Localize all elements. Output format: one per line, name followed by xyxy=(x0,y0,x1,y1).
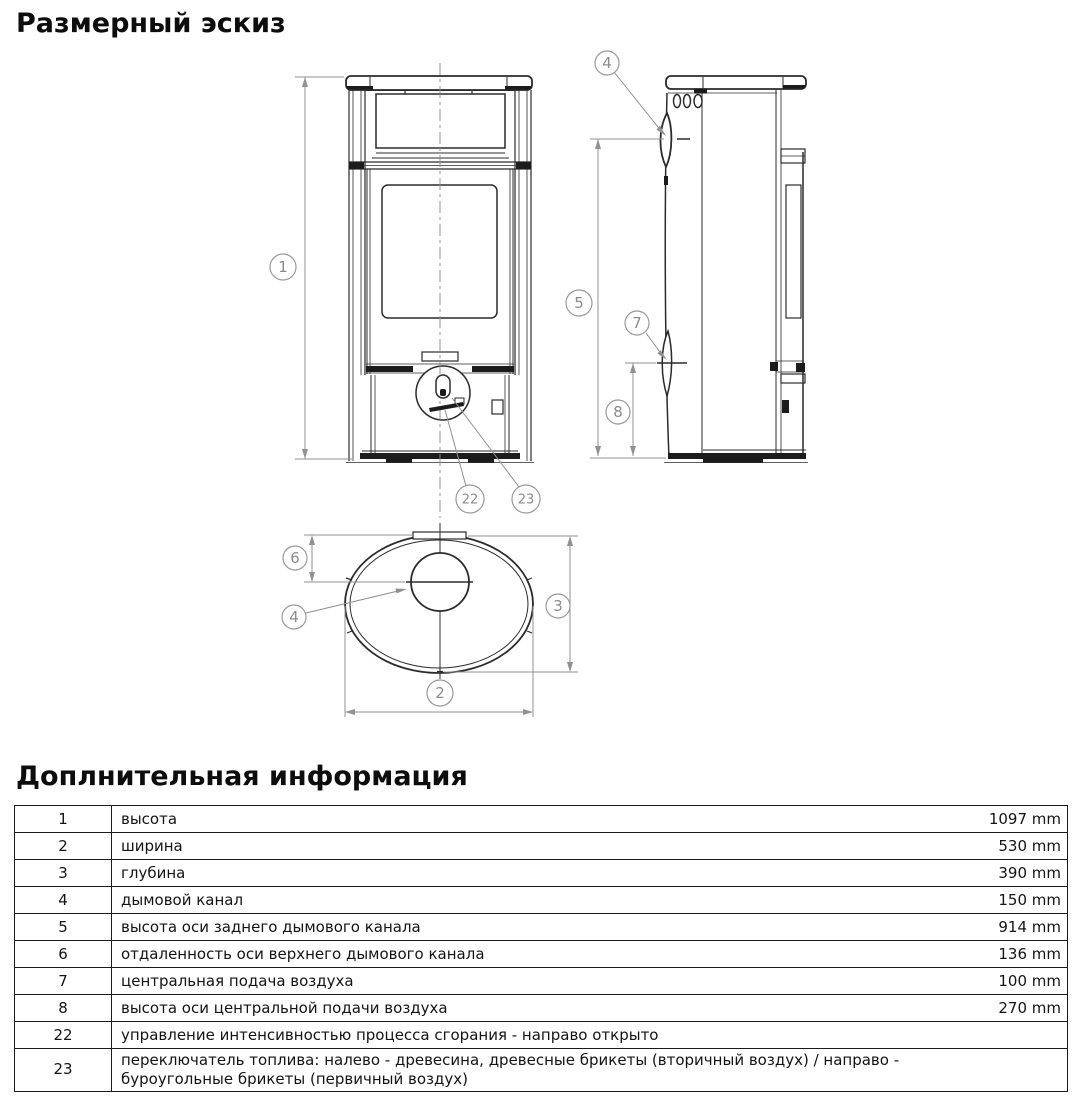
row-label: дымовой канал xyxy=(112,887,938,914)
row-label: управление интенсивностью процесса сгорания - направо открыто xyxy=(112,1022,938,1049)
side-view xyxy=(566,51,808,463)
callout-4-side xyxy=(595,51,666,136)
callout-22 xyxy=(456,485,484,513)
table-row xyxy=(15,860,1068,887)
row-value: 530 mm xyxy=(937,833,1068,860)
page-title: Размерный эскиз xyxy=(16,8,286,39)
table-row xyxy=(15,968,1068,995)
row-value: 1097 mm xyxy=(937,806,1068,833)
svg-text:6: 6 xyxy=(290,549,300,567)
svg-text:8: 8 xyxy=(613,403,623,421)
table-row xyxy=(15,914,1068,941)
svg-text:5: 5 xyxy=(574,294,584,312)
row-label: переключатель топлива: налево - древесина, древесные брикеты (вторичный воздух) / направо - буроугольные брикеты (первичный воздух) xyxy=(112,1049,938,1092)
callout-23 xyxy=(512,485,540,513)
table-row xyxy=(15,995,1068,1022)
dimension-air-axis-height xyxy=(606,363,656,456)
row-number: 2 xyxy=(15,833,112,860)
svg-text:1: 1 xyxy=(278,258,288,276)
info-title: Доплнительная информация xyxy=(16,761,468,792)
row-label: высота xyxy=(112,806,938,833)
row-value: 150 mm xyxy=(937,887,1068,914)
info-table xyxy=(14,805,1068,1092)
row-label: центральная подача воздуха xyxy=(112,968,938,995)
flue-outlet xyxy=(660,113,671,167)
row-number: 5 xyxy=(15,914,112,941)
row-number: 6 xyxy=(15,941,112,968)
table-row xyxy=(15,806,1068,833)
row-value: 390 mm xyxy=(937,860,1068,887)
table-row xyxy=(15,941,1068,968)
row-number: 1 xyxy=(15,806,112,833)
row-label: отдаленность оси верхнего дымового канала xyxy=(112,941,938,968)
dimension-width xyxy=(345,606,533,717)
top-vent-holes xyxy=(674,95,703,108)
row-label: глубина xyxy=(112,860,938,887)
row-value: 914 mm xyxy=(937,914,1068,941)
stove-glass xyxy=(382,185,497,318)
base-latch xyxy=(492,400,503,414)
row-number: 22 xyxy=(15,1022,112,1049)
svg-text:7: 7 xyxy=(632,314,642,332)
row-number: 4 xyxy=(15,887,112,914)
dimension-top-flue-offset xyxy=(283,535,413,582)
table-row xyxy=(15,1049,1068,1092)
svg-text:4: 4 xyxy=(289,608,299,626)
svg-text:4: 4 xyxy=(602,54,612,72)
svg-text:3: 3 xyxy=(553,597,563,615)
row-value: 270 mm xyxy=(937,995,1068,1022)
row-value: 136 mm xyxy=(937,941,1068,968)
row-number: 7 xyxy=(15,968,112,995)
table-row xyxy=(15,1022,1068,1049)
row-value xyxy=(937,1049,1068,1092)
row-label: ширина xyxy=(112,833,938,860)
row-label: высота оси центральной подачи воздуха xyxy=(112,995,938,1022)
row-number: 3 xyxy=(15,860,112,887)
dimension-depth xyxy=(444,536,578,672)
front-view xyxy=(270,63,540,518)
svg-text:22: 22 xyxy=(461,492,479,508)
row-value xyxy=(937,1022,1068,1049)
svg-text:23: 23 xyxy=(517,492,535,508)
table-row xyxy=(15,833,1068,860)
svg-text:2: 2 xyxy=(435,684,445,702)
row-number: 23 xyxy=(15,1049,112,1092)
table-row xyxy=(15,887,1068,914)
row-label: высота оси заднего дымового канала xyxy=(112,914,938,941)
row-number: 8 xyxy=(15,995,112,1022)
row-value: 100 mm xyxy=(937,968,1068,995)
top-view xyxy=(282,523,578,717)
callout-7 xyxy=(625,311,667,360)
info-table-body xyxy=(15,806,1068,1092)
dimension-height xyxy=(270,77,352,459)
